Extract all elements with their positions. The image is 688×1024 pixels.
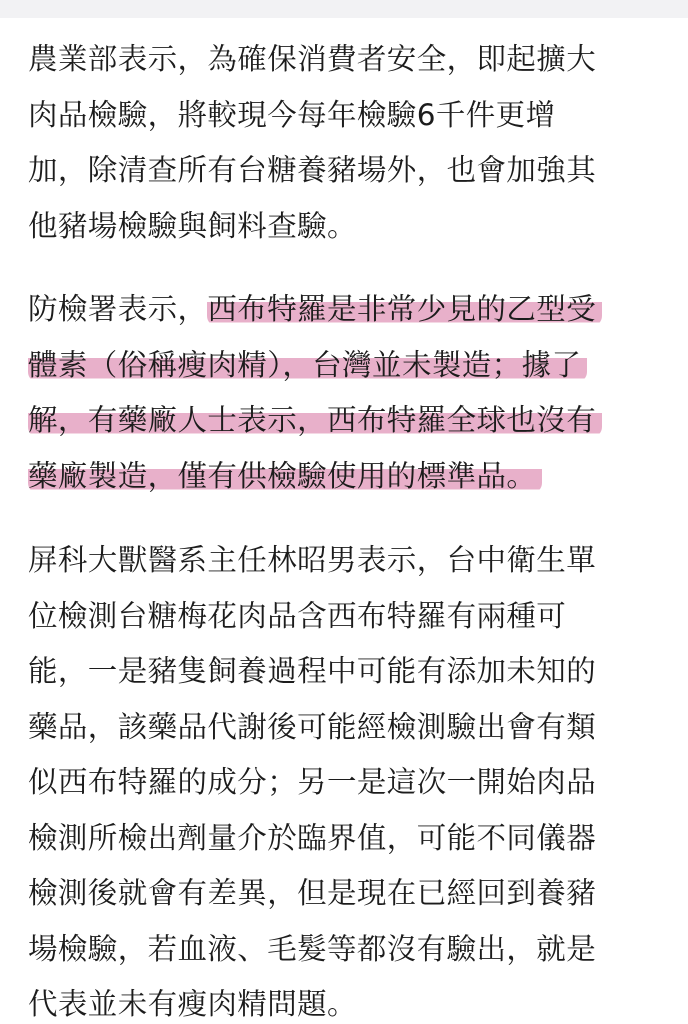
text-line: 他豬場檢驗與飼料查驗。 (28, 208, 357, 243)
text-line: 藥品，該藥品代謝後可能經檢測驗出會有類 (28, 709, 597, 744)
text-line (28, 393, 602, 449)
text-line: 似西布特羅的成分；另一是這次一開始肉品 (28, 765, 597, 799)
text-line: 代表並未有瘦肉精問題。 (28, 987, 357, 1021)
highlighted-text: 藥廠製造，僅有供檢驗使用的標準品。 (28, 459, 542, 493)
text-line: 加，除清查所有台糖養豬場外，也會加強其 (28, 153, 597, 187)
text-line: 屏科大獸醫系主任林昭男表示，台中衛生單 (28, 543, 597, 577)
highlighted-text: 體素（俗稱瘦肉精），台灣並未製造；據了 (28, 348, 587, 382)
text-line: 檢測後就會有差異，但是現在已經回到養豬 (28, 876, 597, 910)
paragraph-agriculture-ministry (28, 32, 596, 254)
plain-text: 防檢署表示， (28, 292, 208, 326)
text-line: 農業部表示，為確保消費者安全，即起擴大 (28, 42, 597, 76)
text-line (28, 338, 602, 394)
highlighted-text: 西布特羅是非常少見的乙型受 (207, 292, 602, 326)
text-line (28, 282, 602, 338)
top-bar (0, 0, 688, 18)
text-line (28, 449, 602, 505)
text-line: 檢測所檢出劑量介於臨界值，可能不同儀器 (28, 820, 597, 855)
highlighted-text: 解，有藥廠人士表示，西布特羅全球也沒有 (28, 403, 602, 437)
paragraph-quarantine-bureau (28, 282, 602, 504)
paragraph-vet-professor (28, 533, 596, 1024)
text-line: 能，一是豬隻飼養過程中可能有添加未知的 (28, 654, 597, 688)
text-line: 場檢驗，若血液、毛髮等都沒有驗出，就是 (28, 931, 597, 966)
text-line: 肉品檢驗，將較現今每年檢驗6千件更增 (28, 97, 556, 132)
text-line: 位檢測台糖梅花肉品含西布特羅有兩種可 (28, 598, 567, 633)
